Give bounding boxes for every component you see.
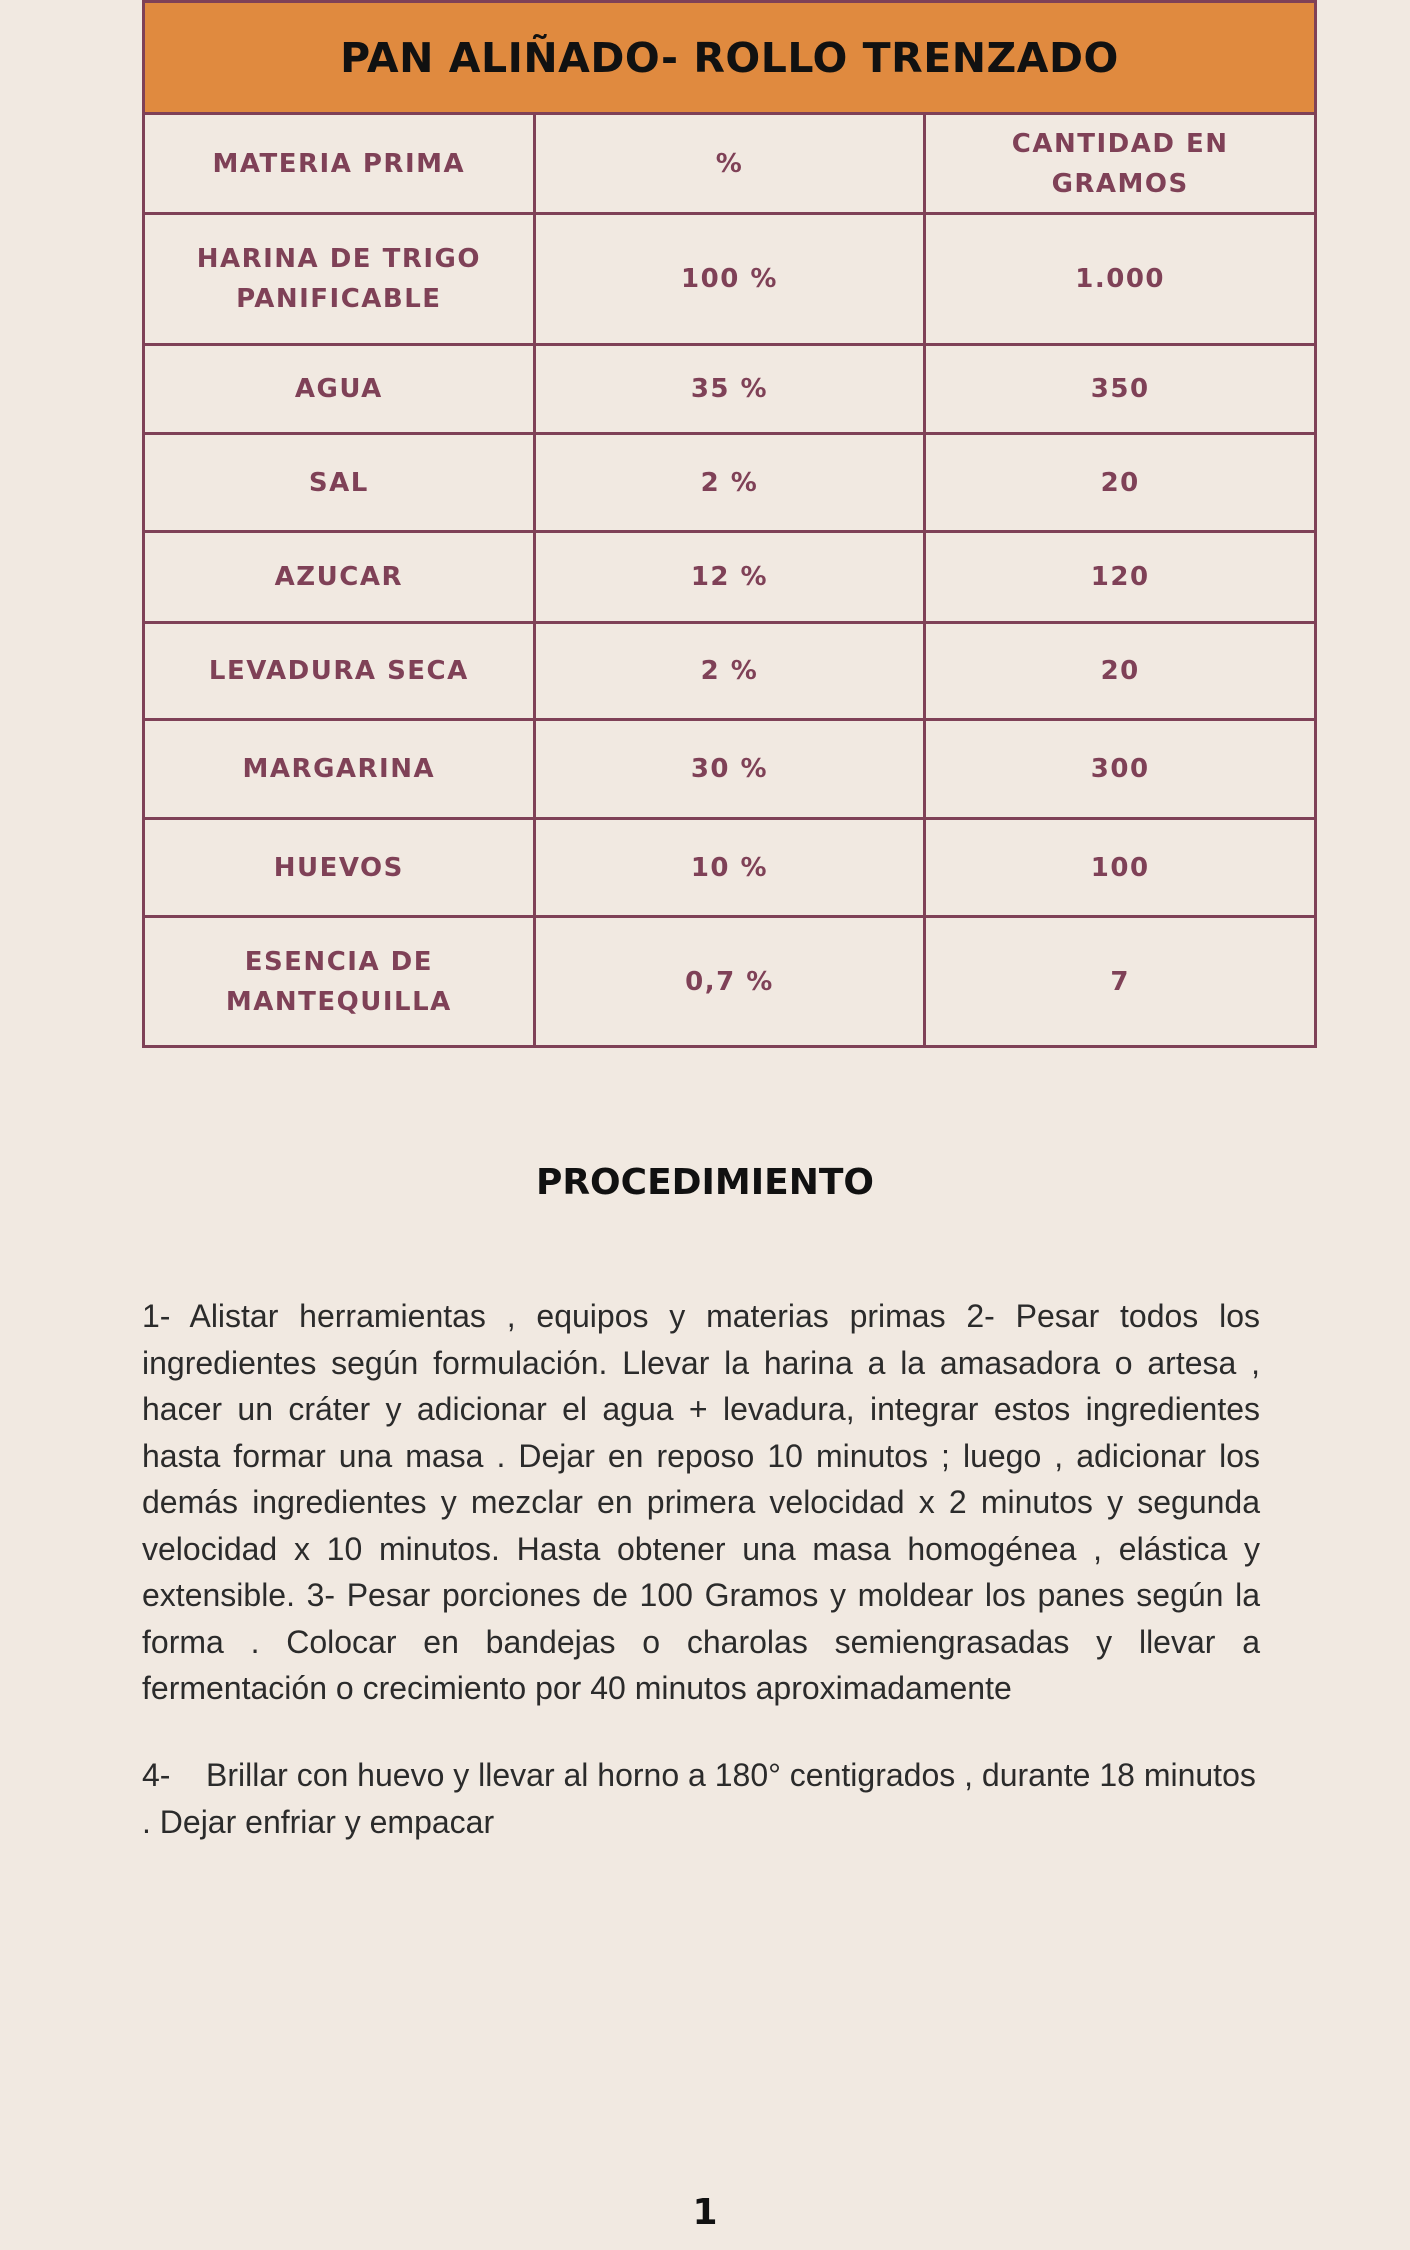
percent-cell: 0,7 % (534, 917, 925, 1047)
ingredient-cell: SAL (144, 434, 535, 532)
table-row (144, 214, 1316, 345)
percent-cell: 2 % (534, 623, 925, 720)
table-row (144, 917, 1316, 1047)
table-row (144, 819, 1316, 917)
ingredient-cell: AGUA (144, 345, 535, 434)
page-number: 1 (692, 2192, 718, 2233)
header-ingredient: MATERIA PRIMA (144, 114, 535, 214)
ingredient-cell: HARINA DE TRIGO PANIFICABLE (144, 214, 535, 345)
grams-cell: 350 (925, 345, 1316, 434)
table-row (144, 532, 1316, 623)
recipe-table (142, 0, 1317, 1048)
grams-cell: 20 (925, 623, 1316, 720)
header-grams: CANTIDAD EN GRAMOS (925, 114, 1316, 214)
grams-cell: 100 (925, 819, 1316, 917)
table-row (144, 720, 1316, 819)
ingredient-cell: MARGARINA (144, 720, 535, 819)
procedure-paragraph: 4- Brillar con huevo y llevar al horno a 180° centigrados , durante 18 minutos . Dejar enfriar y empacar (142, 1757, 1265, 1840)
grams-cell: 20 (925, 434, 1316, 532)
percent-cell: 2 % (534, 434, 925, 532)
procedure-paragraph: 1- Alistar herramientas , equipos y materias primas 2- Pesar todos los ingredientes según formulación. Llevar la harina a la amasadora o artesa , hacer un cráter y adicionar el agua + levadura, integrar estos ingredientes hasta formar una masa . Dejar en reposo 10 minutos ; luego , adicionar los demás ingredientes y mezclar en primera velocidad x 2 minutos y segunda velocidad x 10 minutos. Hasta obtener una masa homogénea , elástica y extensible. 3- Pesar porciones de 100 Gramos y moldear los panes según la forma . Colocar en bandejas o charolas semiengrasadas y llevar a fermentación o crecimiento por 40 minutos aproximadamente (142, 1298, 1260, 1706)
procedure-heading: PROCEDIMIENTO (535, 1162, 875, 1203)
table-row (144, 345, 1316, 434)
grams-cell: 300 (925, 720, 1316, 819)
percent-cell: 10 % (534, 819, 925, 917)
percent-cell: 100 % (534, 214, 925, 345)
table-row (144, 623, 1316, 720)
grams-cell: 120 (925, 532, 1316, 623)
percent-cell: 35 % (534, 345, 925, 434)
percent-cell: 12 % (534, 532, 925, 623)
recipe-title: PAN ALIÑADO- ROLLO TRENZADO (144, 2, 1316, 114)
grams-cell: 1.000 (925, 214, 1316, 345)
percent-cell: 30 % (534, 720, 925, 819)
ingredient-cell: LEVADURA SECA (144, 623, 535, 720)
ingredient-cell: ESENCIA DE MANTEQUILLA (144, 917, 535, 1047)
table-header-row (144, 114, 1316, 214)
ingredient-cell: HUEVOS (144, 819, 535, 917)
table-row (144, 434, 1316, 532)
ingredient-cell: AZUCAR (144, 532, 535, 623)
header-percent: % (534, 114, 925, 214)
grams-cell: 7 (925, 917, 1316, 1047)
